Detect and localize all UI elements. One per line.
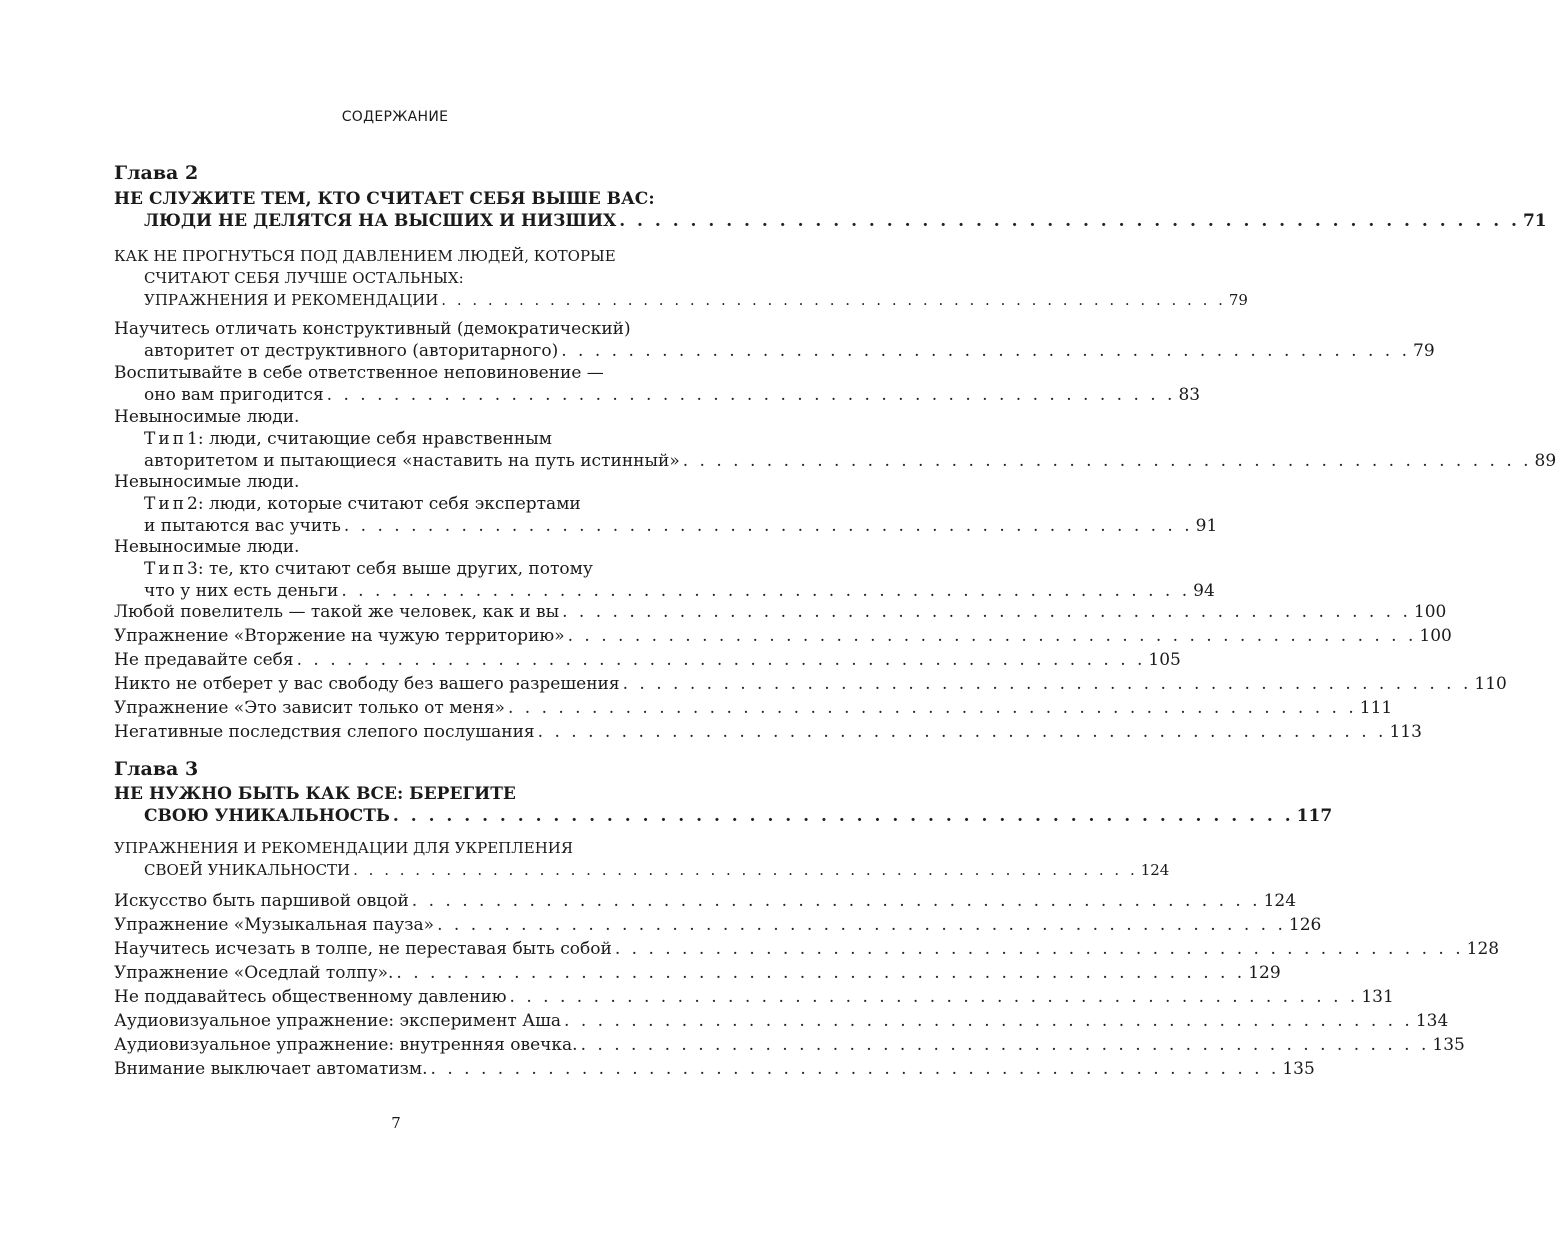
dot-leader: . . . . . . . . . . . . . . . . . . . . . . . . . . . . . . . . . . . . . . . . . . . . . . . . . . .	[437, 915, 1286, 935]
entry-text: что у них есть деньги	[144, 581, 339, 601]
page-number: 83	[1178, 385, 1201, 405]
toc-entry	[114, 890, 1297, 912]
page-number: 126	[1288, 915, 1322, 935]
entry-text: Аудиовизуальное упражнение: эксперимент Аша	[114, 1011, 562, 1031]
subsection-line-1: КАК НЕ ПРОГНУТЬСЯ ПОД ДАВЛЕНИЕМ ЛЮДЕЙ, КОТОРЫЕ	[114, 247, 616, 265]
dot-leader: . . . . . . . . . . . . . . . . . . . . . . . . . . . . . . . . . . . . . . . . . . . . . . . . . . .	[343, 516, 1193, 536]
page-number: 129	[1248, 963, 1281, 983]
page-number: 79	[1413, 341, 1435, 361]
dot-leader: . . . . . . . . . . . . . . . . . . . . . . . . . . . . . . . . . . . . . . . . . . . . . . . . . . .	[682, 451, 1532, 471]
toc-entry	[114, 914, 1322, 936]
entry-text: 1: люди, считающие себя нравственным	[187, 429, 553, 449]
dot-leader: . . . . . . . . . . . . . . . . . . . . . . . . . . . . . . . . . . . . . . . . . . . . . . . . . . .	[622, 674, 1472, 694]
toc-entry	[114, 362, 1201, 406]
dot-leader: . . . . . . . . . . . . . . . . . . . . . . . . . . . . . . . . . . . . . . . . . . . . . . . . . . .	[561, 341, 1411, 361]
page-number: 117	[1296, 806, 1333, 826]
toc-entry	[114, 625, 1452, 647]
chapter-3-subsection	[114, 837, 1170, 881]
subsection-line-2: СЧИТАЮТ СЕБЯ ЛУЧШЕ ОСТАЛЬНЫХ:	[144, 269, 464, 287]
chapter-3-title-line-1: НЕ НУЖНО БЫТЬ КАК ВСЕ: БЕРЕГИТЕ	[114, 784, 516, 804]
dot-leader: . . . . . . . . . . . . . . . . . . . . . . . . . . . . . . . . . . . . . . . . . . . . . . . . . . .	[430, 1059, 1280, 1079]
page-number: 94	[1193, 581, 1215, 601]
page-number: 131	[1361, 987, 1394, 1007]
toc-entry	[114, 318, 1435, 362]
entry-text: 3: те, кто считают себя выше других, потому	[187, 559, 593, 579]
dot-leader: . . . . . . . . . . . . . . . . . . . . . . . . . . . . . . . . . . . . . . . . . . . . . . . . . . .	[353, 861, 1138, 879]
page-number: 128	[1466, 939, 1500, 959]
entry-text: Не предавайте себя	[114, 650, 294, 670]
dot-leader: . . . . . . . . . . . . . . . . . . . . . . . . . . . . . . . . . . . . . . . . . . . . . . . . . . .	[392, 806, 1294, 826]
page-number: 124	[1140, 861, 1170, 879]
toc-entry	[114, 1058, 1315, 1080]
toc-entry	[114, 536, 1215, 602]
entry-text: Научитесь отличать конструктивный (демократический)	[114, 319, 631, 339]
page-number: 110	[1474, 674, 1507, 694]
page-number: 71	[1522, 211, 1547, 231]
type-label: Тип	[144, 494, 187, 514]
entry-text: оно вам пригодится	[144, 385, 324, 405]
page-folio: 7	[391, 1114, 401, 1132]
page-number: 79	[1228, 291, 1248, 309]
chapter-3-label: Глава 3	[114, 758, 199, 780]
entry-text: Упражнение «Оседлай толпу».	[114, 963, 394, 983]
toc-entry	[114, 1010, 1449, 1032]
dot-leader: . . . . . . . . . . . . . . . . . . . . . . . . . . . . . . . . . . . . . . . . . . . . . . . . . . .	[562, 602, 1411, 622]
page-number: 135	[1282, 1059, 1315, 1079]
entry-text: Негативные последствия слепого послушания	[114, 722, 535, 742]
chapter-3-title	[114, 783, 1333, 827]
entry-text: Искусство быть паршивой овцой	[114, 891, 409, 911]
entry-text: Упражнение «Вторжение на чужую территорию»	[114, 626, 565, 646]
dot-leader: . . . . . . . . . . . . . . . . . . . . . . . . . . . . . . . . . . . . . . . . . . . . . . . . . . .	[341, 581, 1191, 601]
page-number: 100	[1419, 626, 1452, 646]
toc-entry	[114, 601, 1447, 623]
entry-text: Невыносимые люди.	[114, 407, 300, 427]
toc-entry	[114, 406, 1556, 472]
type-label: Тип	[144, 559, 187, 579]
entry-text: авторитетом и пытающиеся «наставить на путь истинный»	[144, 451, 680, 471]
chapter-2-title-line-2: ЛЮДИ НЕ ДЕЛЯТСЯ НА ВЫСШИХ И НИЗШИХ	[144, 211, 617, 231]
page-number: 91	[1195, 516, 1218, 536]
dot-leader: . . . . . . . . . . . . . . . . . . . . . . . . . . . . . . . . . . . . . . . . . . . . . . . . . . .	[509, 987, 1359, 1007]
type-label: Тип	[144, 429, 187, 449]
dot-leader: . . . . . . . . . . . . . . . . . . . . . . . . . . . . . . . . . . . . . . . . . . . . . . . . . . .	[619, 211, 1520, 231]
dot-leader: . . . . . . . . . . . . . . . . . . . . . . . . . . . . . . . . . . . . . . . . . . . . . . . . . . .	[507, 698, 1357, 718]
entry-text: Упражнение «Музыкальная пауза»	[114, 915, 435, 935]
chapter-2-subsection	[114, 245, 1248, 311]
page-number: 111	[1359, 698, 1393, 718]
chapter-3-title-line-2: СВОЮ УНИКАЛЬНОСТЬ	[144, 806, 390, 826]
entry-text: Невыносимые люди.	[114, 537, 300, 557]
dot-leader: . . . . . . . . . . . . . . . . . . . . . . . . . . . . . . . . . . . . . . . . . . . . . . . . . . .	[326, 385, 1176, 405]
entry-text: Невыносимые люди.	[114, 472, 300, 492]
toc-entry	[114, 697, 1393, 719]
entry-text: Не поддавайтесь общественному давлению	[114, 987, 507, 1007]
dot-leader: . . . . . . . . . . . . . . . . . . . . . . . . . . . . . . . . . . . . . . . . . . . . . . . . . . .	[441, 291, 1226, 309]
page-number: 113	[1389, 722, 1422, 742]
page-number: 100	[1413, 602, 1447, 622]
chapter-2-label: Глава 2	[114, 162, 199, 184]
page-number: 124	[1263, 891, 1297, 911]
dot-leader: . . . . . . . . . . . . . . . . . . . . . . . . . . . . . . . . . . . . . . . . . . . . . . . . . . .	[537, 722, 1387, 742]
subsection-line-1: УПРАЖНЕНИЯ И РЕКОМЕНДАЦИИ ДЛЯ УКРЕПЛЕНИЯ	[114, 839, 573, 857]
toc-entry	[114, 649, 1181, 671]
toc-entry	[114, 986, 1394, 1008]
toc-entry	[114, 673, 1507, 695]
entry-text: Аудиовизуальное упражнение: внутренняя овечка.	[114, 1035, 578, 1055]
entry-text: Упражнение «Это зависит только от меня»	[114, 698, 505, 718]
chapter-2-title	[114, 188, 1547, 232]
dot-leader: . . . . . . . . . . . . . . . . . . . . . . . . . . . . . . . . . . . . . . . . . . . . . . . . . . .	[564, 1011, 1413, 1031]
page-number: 89	[1534, 451, 1556, 471]
toc-entry	[114, 962, 1281, 984]
page-number: 134	[1415, 1011, 1449, 1031]
entry-text: авторитет от деструктивного (авторитарного)	[144, 341, 559, 361]
dot-leader: . . . . . . . . . . . . . . . . . . . . . . . . . . . . . . . . . . . . . . . . . . . . . . . . . . .	[296, 650, 1146, 670]
chapter-2-title-line-1: НЕ СЛУЖИТЕ ТЕМ, КТО СЧИТАЕТ СЕБЯ ВЫШЕ ВАС:	[114, 189, 655, 209]
toc-entry	[114, 1034, 1465, 1056]
toc-entry	[114, 471, 1218, 537]
page-number: 135	[1432, 1035, 1465, 1055]
dot-leader: . . . . . . . . . . . . . . . . . . . . . . . . . . . . . . . . . . . . . . . . . . . . . . . . . . .	[567, 626, 1417, 646]
entry-text: Воспитывайте в себе ответственное неповиновение —	[114, 363, 604, 383]
dot-leader: . . . . . . . . . . . . . . . . . . . . . . . . . . . . . . . . . . . . . . . . . . . . . . . . . . .	[411, 891, 1261, 911]
dot-leader: . . . . . . . . . . . . . . . . . . . . . . . . . . . . . . . . . . . . . . . . . . . . . . . . . . .	[396, 963, 1246, 983]
toc-entry	[114, 938, 1500, 960]
entry-text: Внимание выключает автоматизм.	[114, 1059, 428, 1079]
page-number: 105	[1148, 650, 1181, 670]
entry-text: Научитесь исчезать в толпе, не переставая быть собой	[114, 939, 612, 959]
toc-entry	[114, 721, 1422, 743]
entry-text: 2: люди, которые считают себя экспертами	[187, 494, 581, 514]
entry-text: Никто не отберет у вас свободу без вашего разрешения	[114, 674, 620, 694]
entry-text: и пытаются вас учить	[144, 516, 341, 536]
entry-text: Любой повелитель — такой же человек, как и вы	[114, 602, 560, 622]
dot-leader: . . . . . . . . . . . . . . . . . . . . . . . . . . . . . . . . . . . . . . . . . . . . . . . . . . .	[614, 939, 1464, 959]
subsection-line-3: УПРАЖНЕНИЯ И РЕКОМЕНДАЦИИ	[144, 291, 439, 309]
running-head: СОДЕРЖАНИЕ	[341, 109, 449, 125]
dot-leader: . . . . . . . . . . . . . . . . . . . . . . . . . . . . . . . . . . . . . . . . . . . . . . . . . . .	[580, 1035, 1430, 1055]
subsection-line-2: СВОЕЙ УНИКАЛЬНОСТИ	[144, 861, 351, 879]
